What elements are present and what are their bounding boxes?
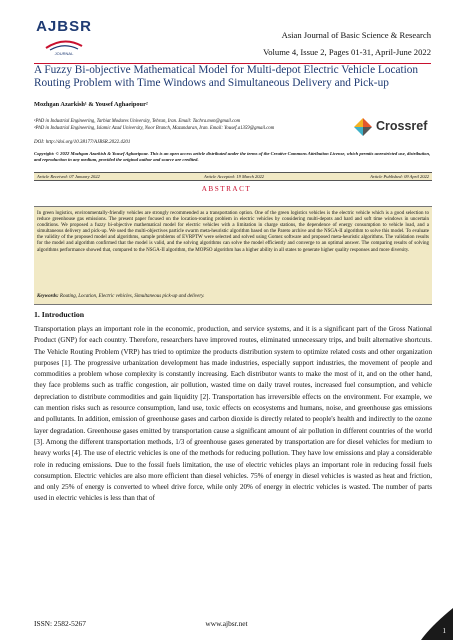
page-corner-decoration <box>421 608 453 640</box>
abstract-heading: ABSTRACT <box>201 185 252 193</box>
affiliation-2: ²PhD in Industrial Engineering, Islamic Azad University, Noor Branch, Mazandaran, Iran. Email: Yousef.a1359@gmail.com <box>34 126 275 131</box>
affiliation-1: ¹PhD in Industrial Engineering, Tarbiat Modares University, Tehran, Iran. Email: Tachra.mon@gmail.com <box>34 119 241 124</box>
logo-swoosh-icon <box>44 38 84 52</box>
introduction-text: Transportation plays an important role in the economic, production, and service systems, and it is a significant part of the Gross National Product (GNP) for each country. Therefore, researchers have improved routes, eliminated unnecessary trips, and built alternative shortcuts. The Vehicle Routing Problem (VRP) has tried to optimize the products distribution system to optimize related costs and other organization purposes [1]. The progressive urbanization development has made industries, especially support industries, the movement of people and commodities a problem whose complexity is constantly increasing. Each distributor wants to make the most of it, and on the other hand, they face problems such as traffic congestion, air pollution, wasted time on daily travel routes, increased fuel consumption, and vehicle depreciation to distribute commodities and gain liquidity [2]. Transportation has irreversible effects on the environment. For example, we can mention risks such as resource consumption, land use, toxic effects on ecosystems and humans, noise, and greenhouse gas emissions and pollutants. In addition, emission of greenhouse gases and carbon dioxide is directly related to people's health and indirectly to the ozone layer degradation. Greenhouse gases emitted by transportation cause a significant amount of air pollution in different countries of the world [3]. Among the different transportation methods, 1/3 of greenhouse gases generated by transportation are for diesel vehicles for medium to heavy works [4]. The use of electric vehicles is one of the methods for reducing pollution. They have low emissions and play a considerable role in reducing emissions. Due to the fossil fuels limitation, the use of electric vehicles plays an important role in reducing fossil fuels consumption. Electric vehicles are also more efficient than diesel vehicles. 75% of energy in diesel vehicles is wasted as heat and friction, and only 25% of energy is converted to wheel drive force, while only 20% of energy in electric vehicles is wasted. The number of parts used in electric vehicles is less than that of <box>34 325 432 503</box>
date-published: Article Published: 09 April 2022 <box>370 174 429 179</box>
date-received: Article Received: 07 January 2022 <box>37 174 100 179</box>
keywords-line <box>37 294 204 299</box>
journal-volume: Volume 4, Issue 2, Pages 01-31, April-June 2022 <box>263 47 431 57</box>
article-title: A Fuzzy Bi-objective Mathematical Model for Multi-depot Electric Vehicle Location Routing Problem with Time Windows and Simultaneous Delivery and Pick-up <box>34 64 419 89</box>
copyright-text: Copyright: © 2022 Mozhgan Azarkish & Yousef Aghaeipour. This is an open access article distributed under the terms of the Creative Commons Attribution License, which permits unrestricted use, distribution, and reproduction in any medium, provided the original author and source are credited. <box>34 151 431 162</box>
logo-text: AJBSR <box>36 18 92 35</box>
section-heading-introduction: 1. Introduction <box>34 310 85 319</box>
page-number: 1 <box>442 627 446 635</box>
date-accepted: Article Accepted: 19 March 2022 <box>204 174 264 179</box>
article-authors: Mozhgan Azarkish¹ & Yousef Aghaeipour² <box>34 101 148 108</box>
abstract-text: In green logistics, environmentally-friendly vehicles are strongly recommended as a transportation option. One of the green logistics vehicles is the electric vehicle which is a good selection to reduce greenhouse gas emissions. The present paper focused on the location-routing problem in electric vehicles by considering multi-depots and hard and soft time windows in uncertain conditions. We proposed a fuzzy bi-objective mathematical model for electric vehicles with a limitation in charge stations, the dependence of energy consumption to vehicle load, and a simultaneous delivery and pick-up. We used the multi-objectives particle swarm meta-heuristic algorithm based on the Pareto archive and the NSGA-II algorithm to solve this model. To evaluate the validity of the proposed model and algorithms, sample problems of EVRPTW were selected and solved using Gomez software and proposed meta-heuristic algorithms. The validation results for the model and algorithm confirmed that the model is valid, and the solving algorithms can solve the model efficiently and converge to an optimal answer. The comparing results of solving algorithms performance showed that, compared to the NSGA-II algorithm, the MOPSO algorithm has a higher ability in all states to generate higher quality responses and more diversity. <box>37 211 429 253</box>
journal-info <box>263 27 431 61</box>
crossref-badge[interactable] <box>352 116 432 138</box>
doi-link[interactable]: DOI: http://doi.org/10.38177/AJBSR.2022.4201 <box>34 140 131 145</box>
keywords-list: Routing, Location, Electric vehicles, Simultaneous pick-up and delivery. <box>59 294 205 299</box>
copyright-notice <box>34 151 432 163</box>
journal-website[interactable]: www.ajbsr.net <box>205 619 248 628</box>
issn: ISSN: 2582-5267 <box>34 619 86 628</box>
keywords-label: Keywords: <box>37 294 59 299</box>
article-dates-bar <box>34 172 432 181</box>
abstract-box <box>34 206 432 305</box>
journal-logo <box>34 18 94 58</box>
crossref-icon <box>352 116 374 138</box>
logo-subtext: JOURNAL <box>54 51 74 56</box>
journal-name: Asian Journal of Basic Science & Research <box>281 30 431 40</box>
crossref-label: Crossref <box>376 119 428 133</box>
